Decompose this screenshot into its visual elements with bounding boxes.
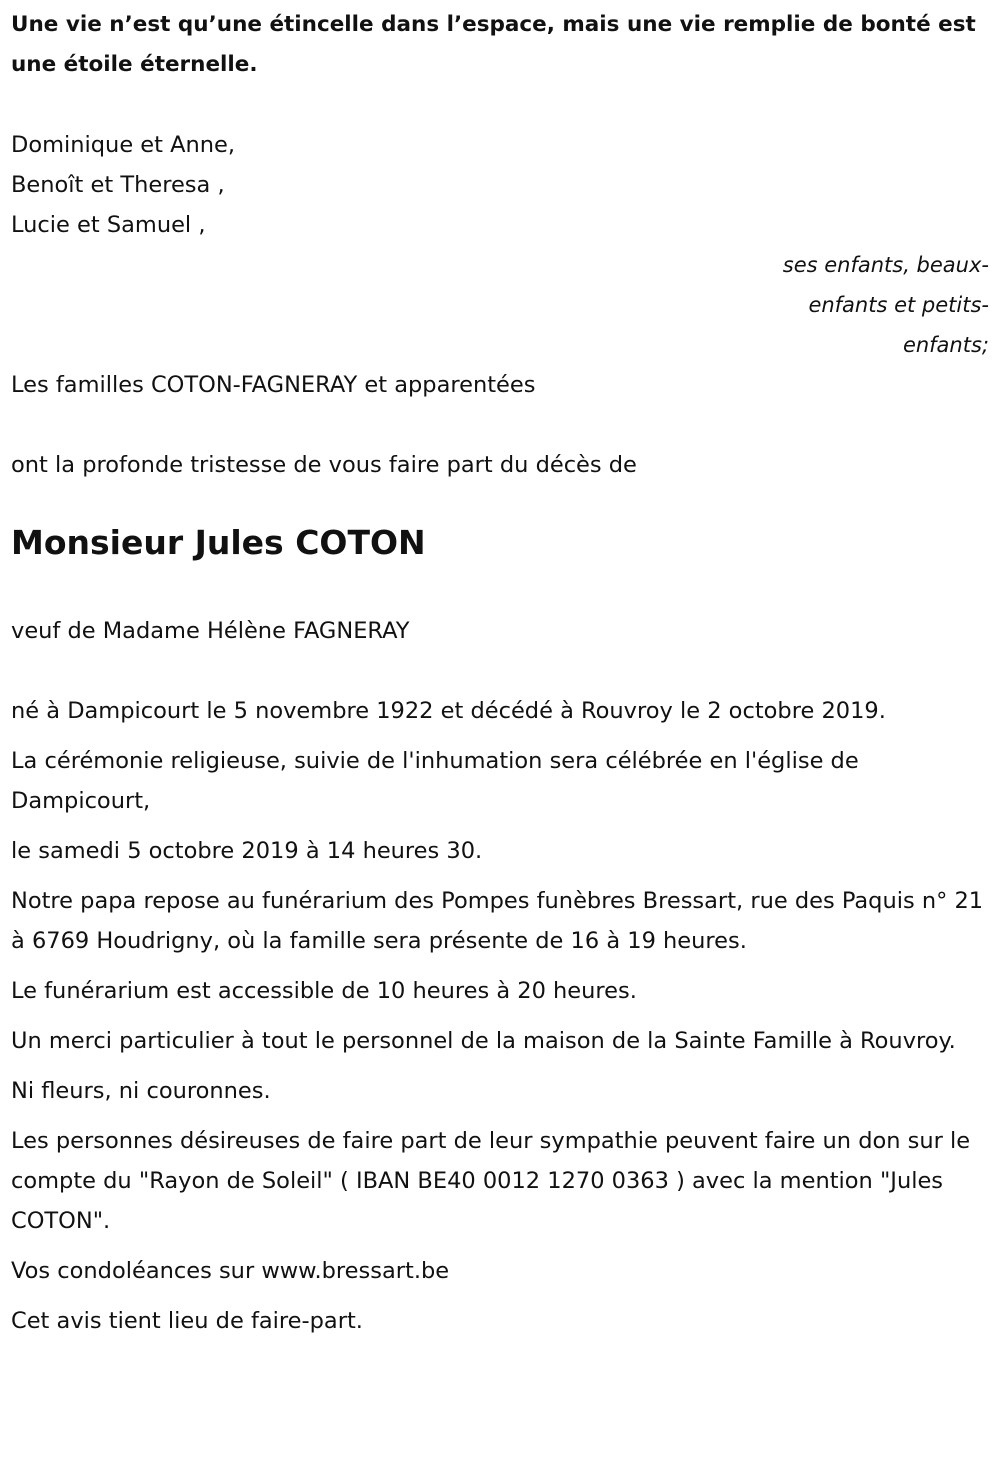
thanks: Un merci particulier à tout le personnel de la maison de la Sainte Famille à Rouvroy. xyxy=(11,1028,956,1054)
deceased-name: Monsieur Jules COTON xyxy=(11,523,426,562)
funerarium-info: Notre papa repose au funérarium des Pompes funèbres Bressart, rue des Paquis n° 21 à 6769 Houdrigny, où la famille sera présente de 16 à 19 heures. xyxy=(11,888,984,954)
ceremony-date: le samedi 5 octobre 2019 à 14 heures 30. xyxy=(11,838,483,864)
birth-death: né à Dampicourt le 5 novembre 1922 et décédé à Rouvroy le 2 octobre 2019. xyxy=(11,698,886,724)
opening-quote: Une vie n’est qu’une étincelle dans l’espace, mais une vie remplie de bonté est une étoile éternelle. xyxy=(11,12,976,77)
funerarium-hours: Le funérarium est accessible de 10 heures à 20 heures. xyxy=(11,978,637,1004)
family-member: Dominique et Anne, xyxy=(11,132,236,158)
relation-note: ses enfants, beaux-enfants et petits-enfants; xyxy=(782,253,989,357)
family-member: Benoît et Theresa , xyxy=(11,172,225,198)
notice-note: Cet avis tient lieu de faire-part. xyxy=(11,1308,363,1334)
announcement: ont la profonde tristesse de vous faire part du décès de xyxy=(11,452,637,478)
no-flowers: Ni fleurs, ni couronnes. xyxy=(11,1078,271,1104)
family-member: Lucie et Samuel , xyxy=(11,212,206,238)
ceremony: La cérémonie religieuse, suivie de l'inhumation sera célébrée en l'église de Dampicourt, xyxy=(11,748,859,814)
widower-of: veuf de Madame Hélène FAGNERAY xyxy=(11,618,410,644)
extended-families: Les familles COTON-FAGNERAY et apparentées xyxy=(11,372,536,398)
condolences: Vos condoléances sur www.bressart.be xyxy=(11,1258,450,1284)
donation-info: Les personnes désireuses de faire part de leur sympathie peuvent faire un don sur le compte du "Rayon de Soleil" ( IBAN BE40 0012 1270 0363 ) avec la mention "Jules COTON". xyxy=(11,1128,971,1234)
